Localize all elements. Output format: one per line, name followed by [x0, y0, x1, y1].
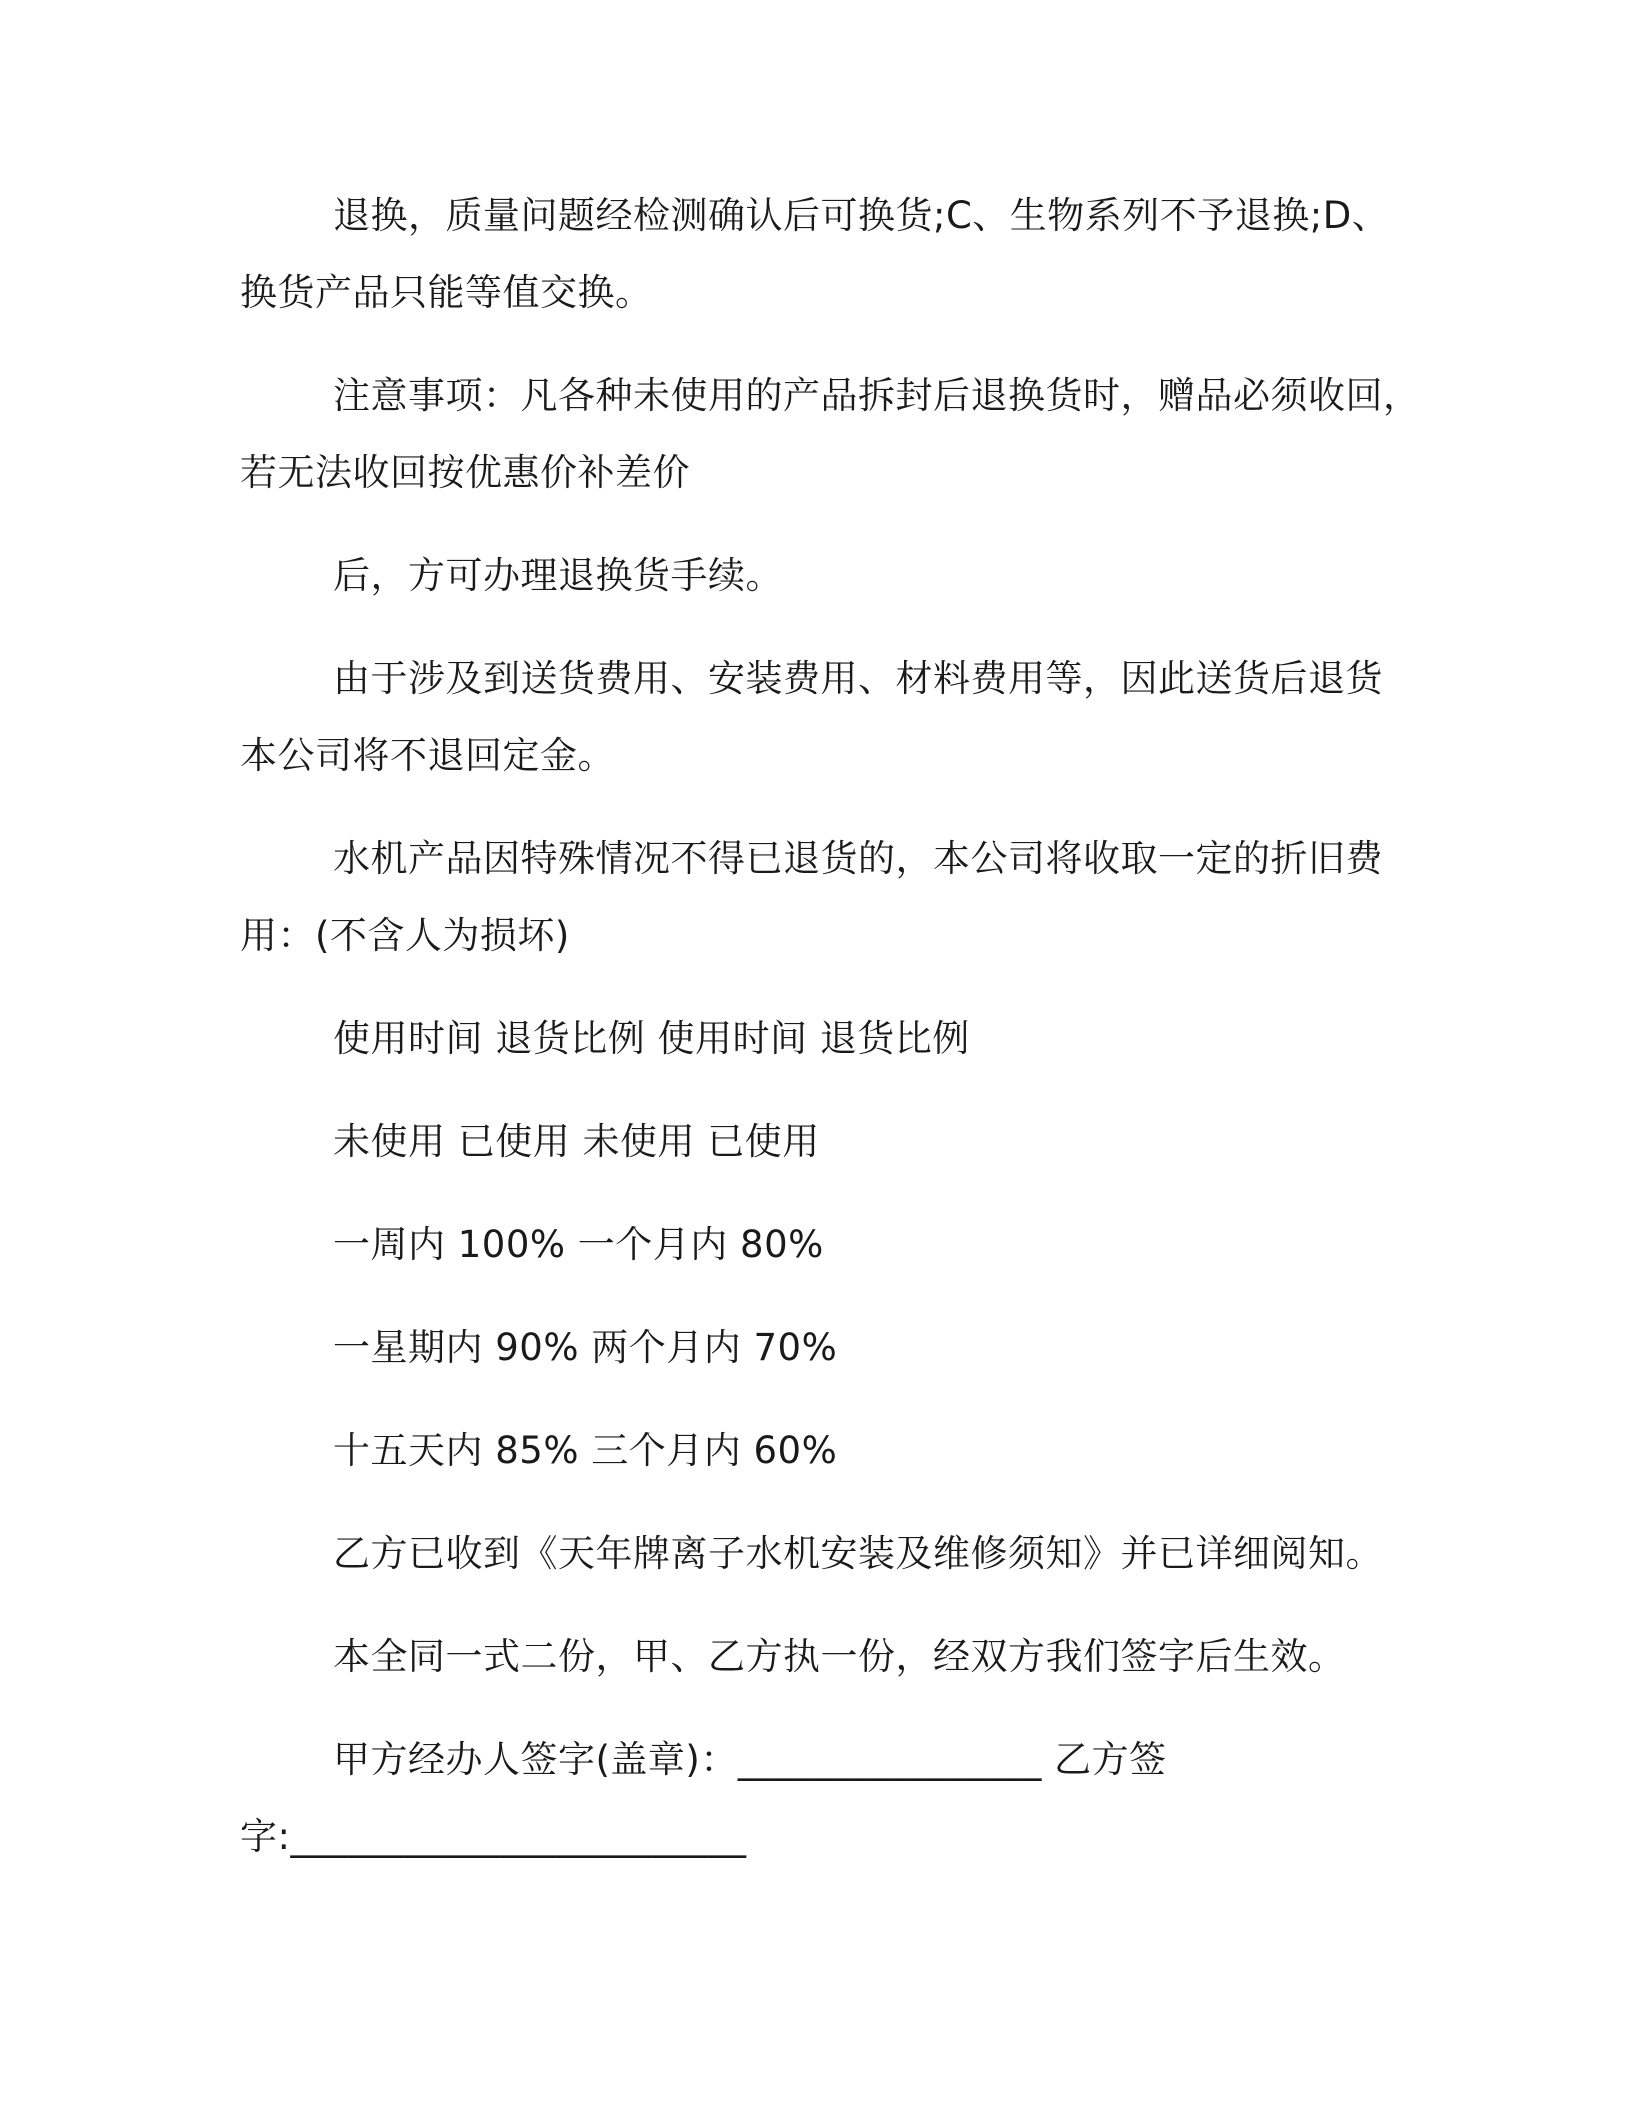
rate-row: 一星期内 90% 两个月内 70%	[333, 1326, 838, 1369]
paragraph-line: 本公司将不退回定金。	[240, 734, 615, 777]
rate-subheader-row: 未使用 已使用 未使用 已使用	[333, 1120, 820, 1163]
paragraph-line: 本全同一式二份，甲、乙方执一份，经双方我们签字后生效。	[333, 1635, 1346, 1678]
rate-header-row: 使用时间 退货比例 使用时间 退货比例	[333, 1017, 970, 1060]
paragraph-line: 用：(不含人为损坏)	[240, 914, 570, 957]
paragraph-line: 由于涉及到送货费用、安装费用、材料费用等，因此送货后退货	[333, 657, 1383, 700]
paragraph-line: 水机产品因特殊情况不得已退货的，本公司将收取一定的折旧费	[333, 837, 1383, 880]
paragraph-line: 后，方可办理退换货手续。	[333, 554, 783, 597]
paragraph-line: 退换，质量问题经检测确认后可换货;C、生物系列不予退换;D、	[333, 194, 1390, 237]
signature-line-party-b: 字:________________________	[240, 1815, 747, 1858]
rate-row: 一周内 100% 一个月内 80%	[333, 1223, 824, 1266]
paragraph-line: 乙方已收到《天年牌离子水机安装及维修须知》并已详细阅知。	[333, 1532, 1383, 1575]
rate-row: 十五天内 85% 三个月内 60%	[333, 1429, 838, 1472]
paragraph-line: 换货产品只能等值交换。	[240, 271, 653, 314]
paragraph-line: 若无法收回按优惠价补差价	[240, 451, 690, 494]
signature-line-party-a: 甲方经办人签字(盖章)：________________ 乙方签	[333, 1738, 1167, 1781]
paragraph-line: 注意事项：凡各种未使用的产品拆封后退换货时，赠品必须收回，	[333, 374, 1421, 417]
